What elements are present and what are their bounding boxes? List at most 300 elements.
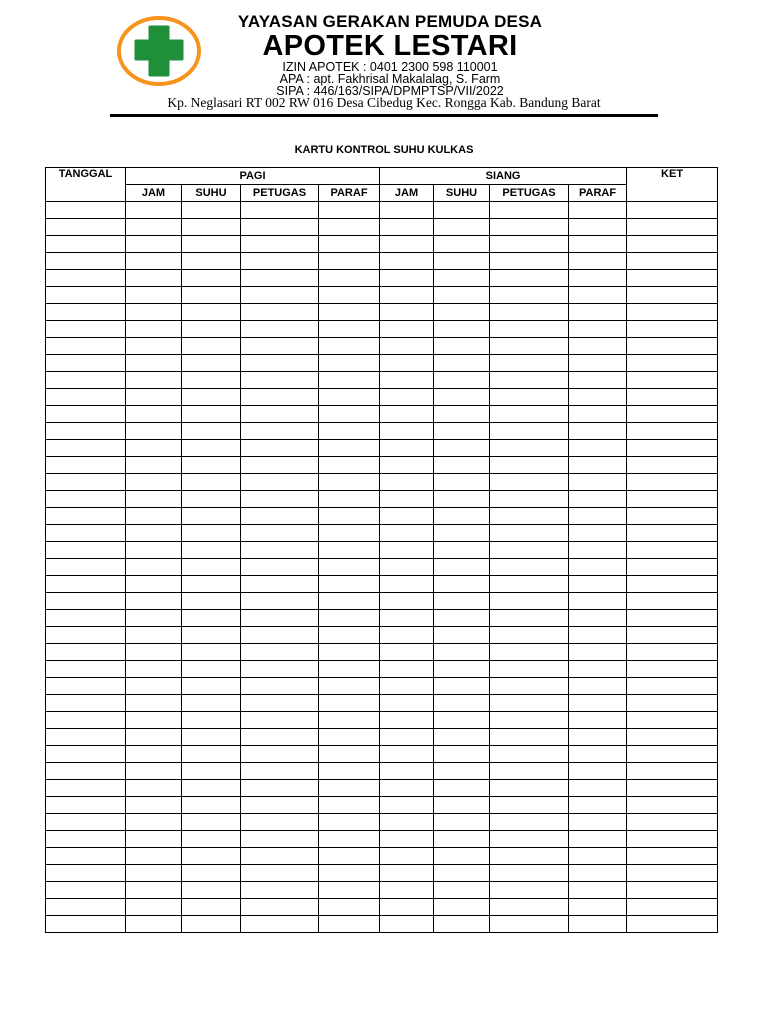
table-cell <box>126 219 182 236</box>
table-cell <box>490 406 569 423</box>
table-cell <box>569 525 627 542</box>
table-cell <box>126 848 182 865</box>
table-cell <box>46 508 126 525</box>
table-cell <box>627 406 718 423</box>
table-cell <box>627 763 718 780</box>
table-cell <box>380 712 434 729</box>
table-cell <box>126 525 182 542</box>
table-cell <box>627 440 718 457</box>
table-cell <box>380 576 434 593</box>
table-row <box>46 678 718 695</box>
table-cell <box>490 712 569 729</box>
table-cell <box>319 882 380 899</box>
table-cell <box>380 559 434 576</box>
table-row <box>46 916 718 933</box>
table-cell <box>380 270 434 287</box>
table-cell <box>627 253 718 270</box>
table-cell <box>241 338 319 355</box>
table-cell <box>569 202 627 219</box>
table-cell <box>627 508 718 525</box>
table-cell <box>569 848 627 865</box>
table-cell <box>627 559 718 576</box>
green-cross-icon <box>116 15 202 87</box>
table-cell <box>380 491 434 508</box>
table-cell <box>46 423 126 440</box>
table-cell <box>380 372 434 389</box>
table-cell <box>569 695 627 712</box>
table-cell <box>182 712 241 729</box>
table-cell <box>126 440 182 457</box>
table-cell <box>569 491 627 508</box>
table-cell <box>182 457 241 474</box>
table-row <box>46 406 718 423</box>
table-cell <box>569 763 627 780</box>
table-cell <box>569 899 627 916</box>
table-cell <box>627 899 718 916</box>
table-cell <box>46 729 126 746</box>
table-cell <box>126 610 182 627</box>
sipa-number: SIPA : 446/163/SIPA/DPMPTSP/VII/2022 <box>276 84 504 98</box>
table-row <box>46 695 718 712</box>
license-number: IZIN APOTEK : 0401 2300 598 110001 <box>282 60 498 74</box>
table-cell <box>126 304 182 321</box>
table-row <box>46 576 718 593</box>
table-cell <box>569 865 627 882</box>
table-cell <box>319 270 380 287</box>
table-cell <box>490 542 569 559</box>
table-cell <box>182 389 241 406</box>
table-cell <box>182 678 241 695</box>
table-cell <box>241 865 319 882</box>
table-cell <box>490 219 569 236</box>
log-rows <box>46 202 718 933</box>
table-cell <box>627 695 718 712</box>
group-header-pagi: PAGI <box>126 168 380 185</box>
table-cell <box>380 763 434 780</box>
table-cell <box>46 542 126 559</box>
table-cell <box>490 610 569 627</box>
table-cell <box>627 542 718 559</box>
table-cell <box>241 644 319 661</box>
header-row-groups <box>46 168 718 185</box>
table-cell <box>627 644 718 661</box>
table-cell <box>182 865 241 882</box>
table-cell <box>319 542 380 559</box>
table-cell <box>46 219 126 236</box>
table-cell <box>627 593 718 610</box>
table-row <box>46 440 718 457</box>
table-cell <box>434 797 490 814</box>
table-cell <box>319 780 380 797</box>
table-cell <box>241 712 319 729</box>
table-cell <box>46 559 126 576</box>
column-header-pagi-suhu: SUHU <box>182 185 241 202</box>
table-cell <box>182 916 241 933</box>
table-cell <box>569 304 627 321</box>
table-cell <box>319 831 380 848</box>
table-cell <box>126 644 182 661</box>
table-cell <box>182 321 241 338</box>
table-cell <box>126 338 182 355</box>
table-cell <box>627 865 718 882</box>
table-cell <box>569 644 627 661</box>
table-row <box>46 253 718 270</box>
table-cell <box>490 253 569 270</box>
table-cell <box>126 695 182 712</box>
table-cell <box>182 440 241 457</box>
temperature-log-table <box>45 167 718 933</box>
table-cell <box>434 355 490 372</box>
table-cell <box>182 304 241 321</box>
table-cell <box>380 882 434 899</box>
table-cell <box>46 780 126 797</box>
table-cell <box>126 474 182 491</box>
table-cell <box>241 559 319 576</box>
table-cell <box>490 729 569 746</box>
table-cell <box>126 763 182 780</box>
table-cell <box>46 797 126 814</box>
header-row-columns <box>46 185 718 202</box>
table-cell <box>241 406 319 423</box>
table-cell <box>241 661 319 678</box>
table-cell <box>241 848 319 865</box>
table-cell <box>182 661 241 678</box>
table-cell <box>627 236 718 253</box>
table-cell <box>434 236 490 253</box>
table-cell <box>46 916 126 933</box>
table-cell <box>380 508 434 525</box>
table-cell <box>627 474 718 491</box>
table-cell <box>241 202 319 219</box>
table-cell <box>182 270 241 287</box>
table-cell <box>319 627 380 644</box>
table-cell <box>182 814 241 831</box>
table-cell <box>627 270 718 287</box>
table-cell <box>126 576 182 593</box>
table-cell <box>490 644 569 661</box>
table-cell <box>46 831 126 848</box>
table-cell <box>434 372 490 389</box>
table-cell <box>241 695 319 712</box>
table-cell <box>126 423 182 440</box>
table-cell <box>126 814 182 831</box>
table-cell <box>627 219 718 236</box>
pharmacist-name: APA : apt. Fakhrisal Makalalag, S. Farm <box>279 72 501 86</box>
table-cell <box>490 338 569 355</box>
table-cell <box>380 525 434 542</box>
table-cell <box>126 270 182 287</box>
table-cell <box>380 831 434 848</box>
table-cell <box>490 474 569 491</box>
table-cell <box>569 678 627 695</box>
column-header-pagi-jam: JAM <box>126 185 182 202</box>
table-cell <box>434 746 490 763</box>
table-cell <box>126 406 182 423</box>
column-header-ket: KET <box>627 168 718 202</box>
table-cell <box>46 236 126 253</box>
table-cell <box>380 338 434 355</box>
table-cell <box>434 882 490 899</box>
table-cell <box>126 542 182 559</box>
table-cell <box>319 304 380 321</box>
table-cell <box>319 814 380 831</box>
table-cell <box>182 644 241 661</box>
table-cell <box>46 678 126 695</box>
column-header-pagi-petugas: PETUGAS <box>241 185 319 202</box>
table-cell <box>490 848 569 865</box>
table-cell <box>126 780 182 797</box>
table-cell <box>627 916 718 933</box>
table-cell <box>380 423 434 440</box>
table-cell <box>126 593 182 610</box>
table-cell <box>319 729 380 746</box>
table-cell <box>627 831 718 848</box>
table-row <box>46 661 718 678</box>
table-cell <box>182 610 241 627</box>
table-cell <box>46 882 126 899</box>
table-cell <box>490 695 569 712</box>
table-cell <box>241 882 319 899</box>
column-header-siang-paraf: PARAF <box>569 185 627 202</box>
table-cell <box>569 814 627 831</box>
table-cell <box>46 474 126 491</box>
table-cell <box>380 610 434 627</box>
table-row <box>46 848 718 865</box>
table-cell <box>627 882 718 899</box>
table-cell <box>434 661 490 678</box>
table-cell <box>182 508 241 525</box>
table-row <box>46 865 718 882</box>
table-cell <box>490 372 569 389</box>
table-cell <box>627 576 718 593</box>
table-cell <box>319 287 380 304</box>
table-cell <box>380 389 434 406</box>
table-cell <box>569 576 627 593</box>
table-cell <box>182 627 241 644</box>
table-cell <box>46 304 126 321</box>
table-cell <box>241 372 319 389</box>
table-cell <box>46 406 126 423</box>
table-row <box>46 797 718 814</box>
table-cell <box>319 406 380 423</box>
table-cell <box>434 865 490 882</box>
table-cell <box>434 814 490 831</box>
table-cell <box>126 321 182 338</box>
table-cell <box>182 593 241 610</box>
table-cell <box>241 542 319 559</box>
table-cell <box>627 610 718 627</box>
table-cell <box>46 287 126 304</box>
table-cell <box>46 593 126 610</box>
table-cell <box>569 338 627 355</box>
table-cell <box>241 525 319 542</box>
table-cell <box>627 389 718 406</box>
column-header-siang-jam: JAM <box>380 185 434 202</box>
table-cell <box>46 253 126 270</box>
table-row <box>46 644 718 661</box>
table-cell <box>182 525 241 542</box>
table-cell <box>241 321 319 338</box>
column-header-siang-petugas: PETUGAS <box>490 185 569 202</box>
table-cell <box>434 304 490 321</box>
table-cell <box>241 797 319 814</box>
table-cell <box>319 440 380 457</box>
table-cell <box>434 321 490 338</box>
table-cell <box>319 202 380 219</box>
table-cell <box>627 814 718 831</box>
table-cell <box>319 372 380 389</box>
table-cell <box>241 627 319 644</box>
table-cell <box>627 423 718 440</box>
table-cell <box>46 712 126 729</box>
table-cell <box>126 372 182 389</box>
table-cell <box>319 389 380 406</box>
table-cell <box>569 236 627 253</box>
table-row <box>46 508 718 525</box>
table-cell <box>182 780 241 797</box>
table-cell <box>490 916 569 933</box>
table-cell <box>46 457 126 474</box>
table-cell <box>126 797 182 814</box>
table-cell <box>569 508 627 525</box>
table-cell <box>434 831 490 848</box>
table-cell <box>319 610 380 627</box>
table-cell <box>380 406 434 423</box>
table-cell <box>46 848 126 865</box>
table-cell <box>319 355 380 372</box>
table-cell <box>182 729 241 746</box>
table-cell <box>490 559 569 576</box>
table-cell <box>569 423 627 440</box>
table-cell <box>380 746 434 763</box>
table-cell <box>241 219 319 236</box>
table-cell <box>434 474 490 491</box>
table-cell <box>569 729 627 746</box>
table-cell <box>319 576 380 593</box>
table-cell <box>46 525 126 542</box>
table-cell <box>46 576 126 593</box>
table-row <box>46 525 718 542</box>
table-cell <box>46 270 126 287</box>
table-cell <box>241 678 319 695</box>
table-row <box>46 389 718 406</box>
table-cell <box>319 423 380 440</box>
table-cell <box>627 287 718 304</box>
table-cell <box>434 423 490 440</box>
table-cell <box>319 525 380 542</box>
table-cell <box>182 253 241 270</box>
table-cell <box>490 389 569 406</box>
table-cell <box>46 440 126 457</box>
table-cell <box>319 746 380 763</box>
table-cell <box>380 440 434 457</box>
table-cell <box>569 712 627 729</box>
table-cell <box>490 882 569 899</box>
table-cell <box>490 746 569 763</box>
table-cell <box>46 491 126 508</box>
table-cell <box>182 491 241 508</box>
table-cell <box>182 287 241 304</box>
table-cell <box>569 372 627 389</box>
table-cell <box>490 865 569 882</box>
table-row <box>46 219 718 236</box>
table-cell <box>319 457 380 474</box>
table-cell <box>182 406 241 423</box>
table-cell <box>380 321 434 338</box>
table-cell <box>627 525 718 542</box>
table-cell <box>241 899 319 916</box>
table-cell <box>182 695 241 712</box>
table-row <box>46 780 718 797</box>
table-cell <box>380 304 434 321</box>
table-cell <box>569 253 627 270</box>
column-header-tanggal: TANGGAL <box>46 168 126 202</box>
table-cell <box>182 474 241 491</box>
table-cell <box>490 593 569 610</box>
table-cell <box>434 559 490 576</box>
table-cell <box>319 848 380 865</box>
table-row <box>46 831 718 848</box>
table-row <box>46 712 718 729</box>
table-cell <box>569 457 627 474</box>
table-cell <box>319 338 380 355</box>
table-cell <box>434 525 490 542</box>
table-cell <box>490 321 569 338</box>
table-cell <box>434 695 490 712</box>
table-cell <box>490 508 569 525</box>
table-row <box>46 559 718 576</box>
table-cell <box>434 644 490 661</box>
table-cell <box>380 457 434 474</box>
table-cell <box>627 491 718 508</box>
table-cell <box>319 321 380 338</box>
table-cell <box>182 899 241 916</box>
table-cell <box>434 338 490 355</box>
table-cell <box>319 916 380 933</box>
table-cell <box>434 389 490 406</box>
table-cell <box>241 440 319 457</box>
table-cell <box>569 797 627 814</box>
table-cell <box>380 627 434 644</box>
table-cell <box>126 865 182 882</box>
table-cell <box>627 338 718 355</box>
table-cell <box>380 644 434 661</box>
table-cell <box>627 372 718 389</box>
table-cell <box>241 474 319 491</box>
table-cell <box>490 270 569 287</box>
table-cell <box>241 729 319 746</box>
table-cell <box>241 253 319 270</box>
table-cell <box>319 712 380 729</box>
table-cell <box>319 236 380 253</box>
table-cell <box>126 457 182 474</box>
table-cell <box>569 831 627 848</box>
table-cell <box>434 253 490 270</box>
table-cell <box>569 355 627 372</box>
table-cell <box>46 355 126 372</box>
table-cell <box>241 610 319 627</box>
table-cell <box>241 746 319 763</box>
table-cell <box>627 780 718 797</box>
table-cell <box>126 287 182 304</box>
table-cell <box>380 695 434 712</box>
table-row <box>46 457 718 474</box>
table-cell <box>319 644 380 661</box>
table-cell <box>434 712 490 729</box>
table-cell <box>627 627 718 644</box>
table-cell <box>434 848 490 865</box>
table-cell <box>490 457 569 474</box>
